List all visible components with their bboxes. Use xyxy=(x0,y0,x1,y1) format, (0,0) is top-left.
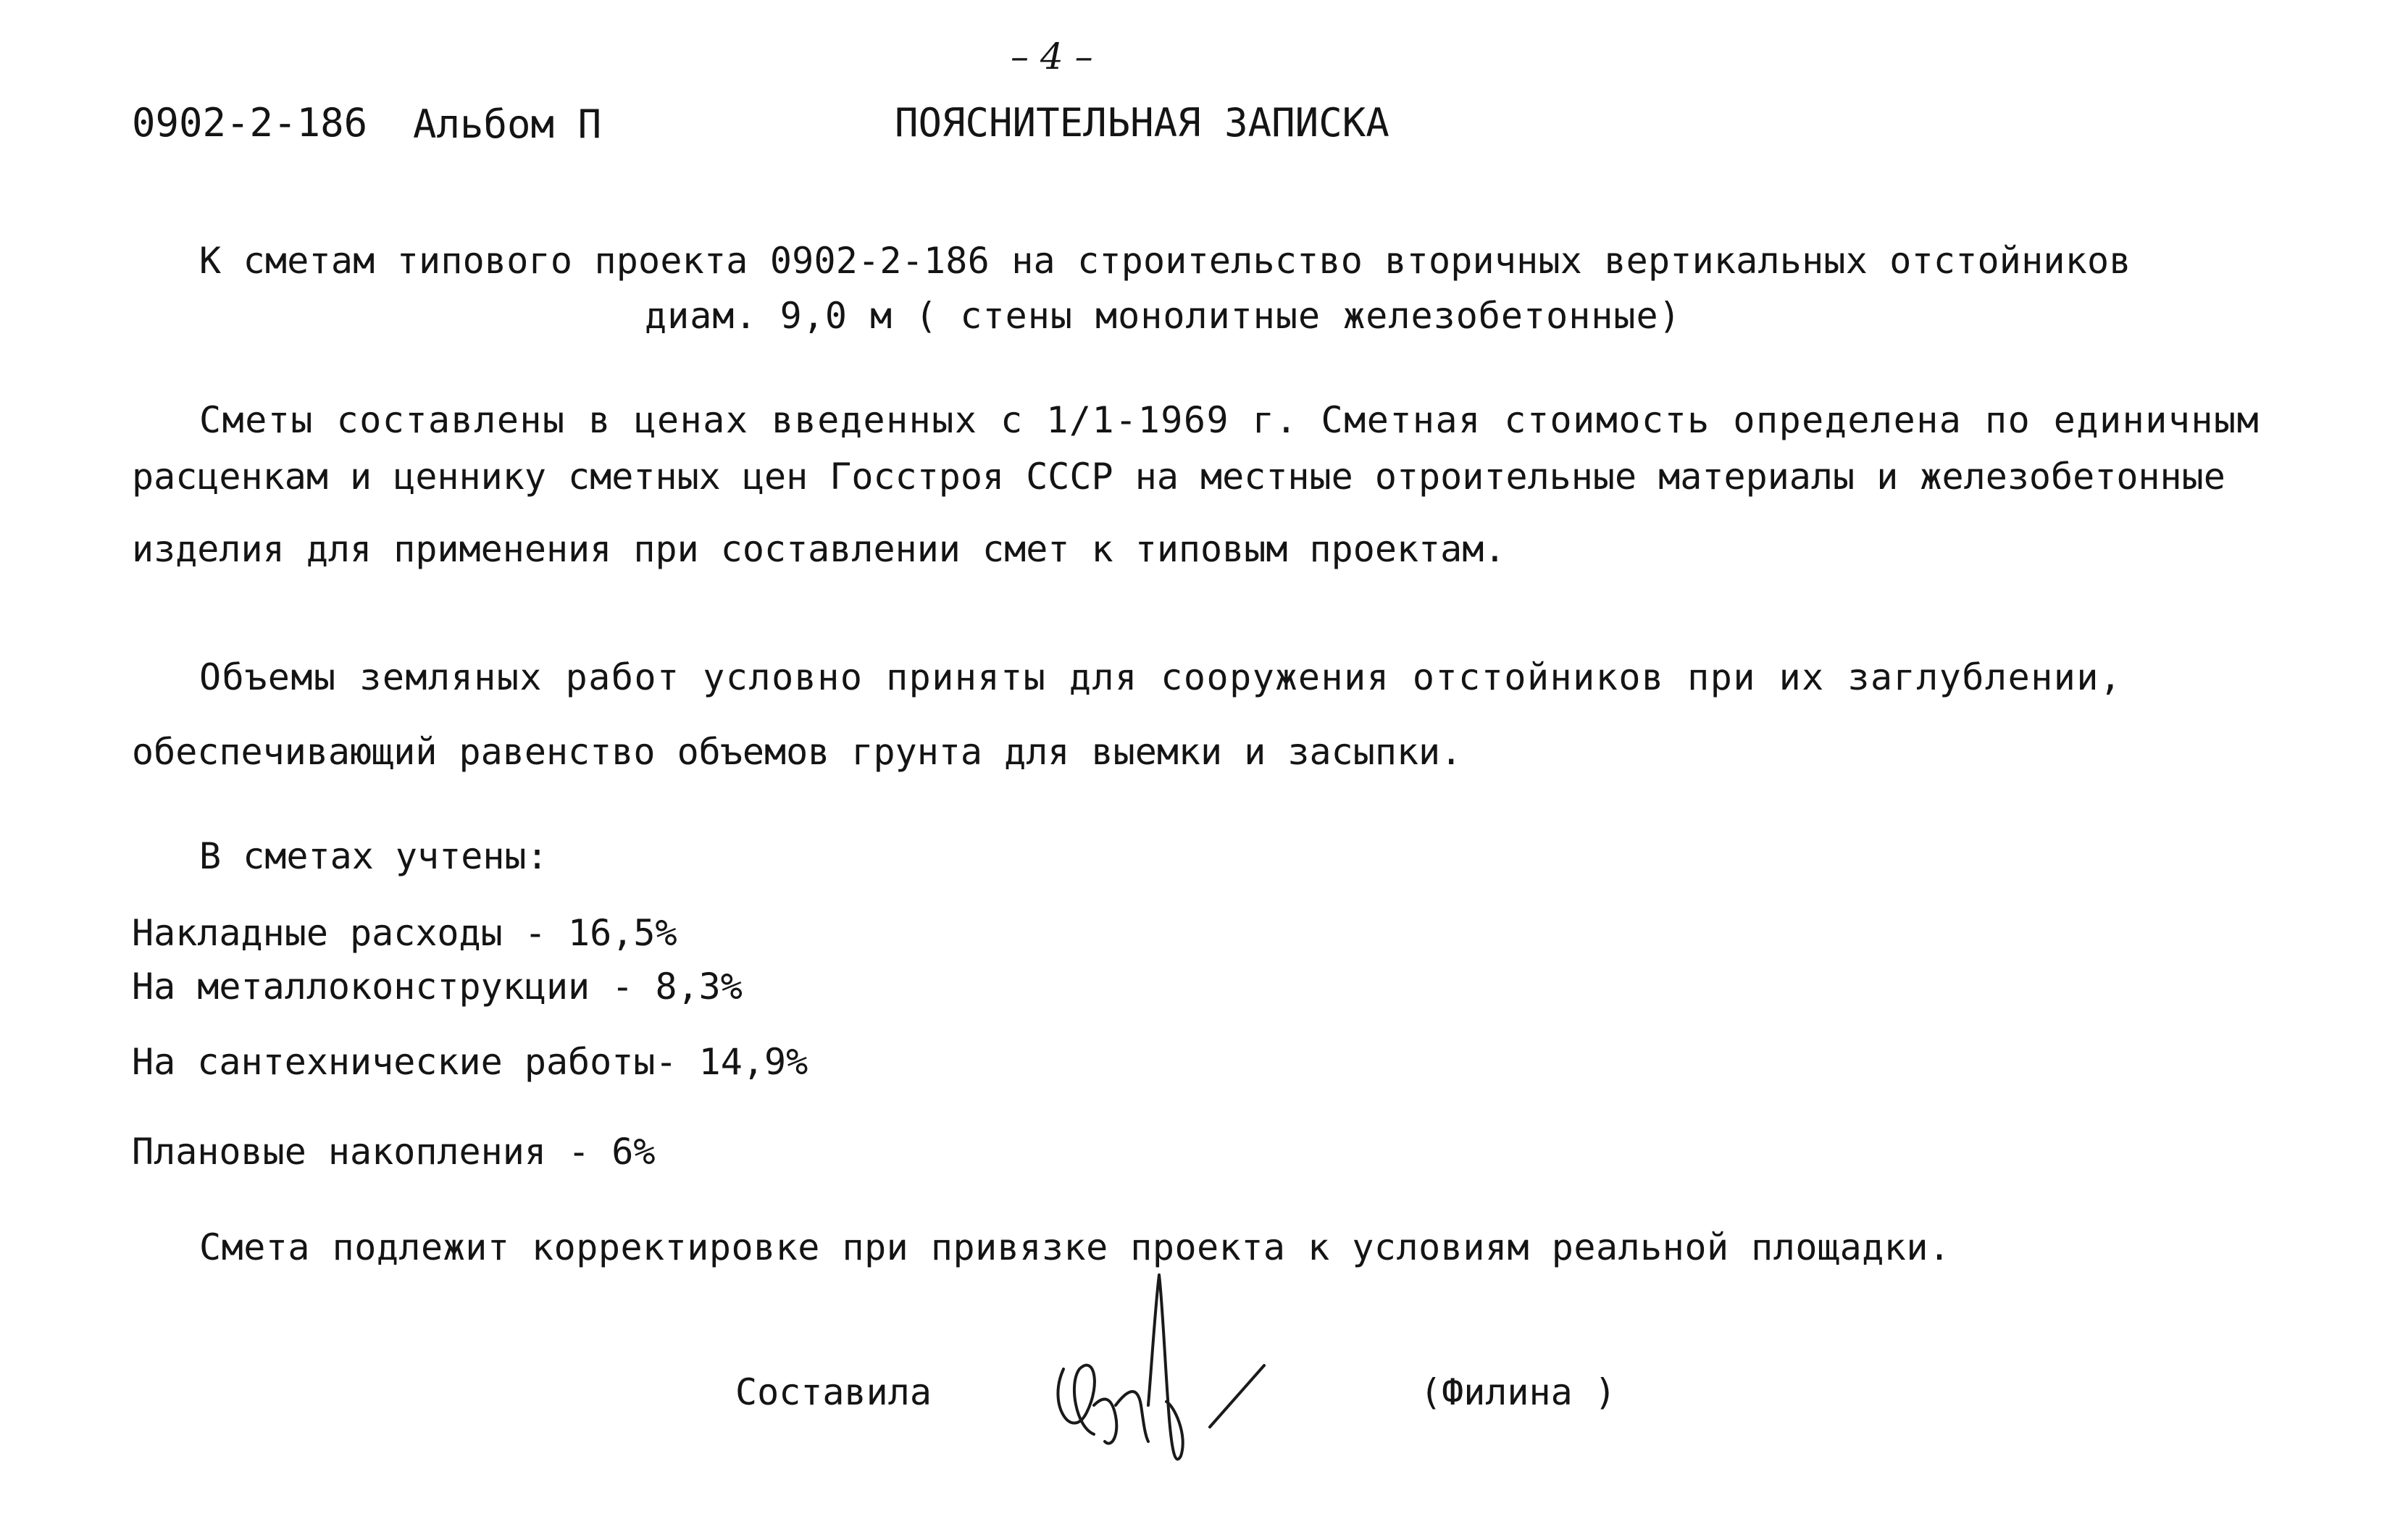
signature-label: Составила xyxy=(735,1371,932,1413)
closing-note: Смета подлежит корректировке при привязке проекта к условиям реальной площадки. xyxy=(199,1226,1951,1268)
page-number: – 4 – xyxy=(1011,35,1093,78)
signer-name: (Филина ) xyxy=(1420,1371,1616,1413)
included-item-plumbing: На сантехнические работы- 14,9% xyxy=(132,1041,808,1083)
page-title: ПОЯСНИТЕЛЬНАЯ ЗАПИСКА xyxy=(895,100,1389,146)
included-item-savings: Плановые накопления - 6% xyxy=(132,1131,656,1173)
paragraph-2-line-1: Объемы земляных работ условно приняты для сооружения отстойников при их заглублении, xyxy=(199,656,2123,698)
paragraph-1-line-2: расценкам и ценнику сметных цен Госстроя СССР на местные отроительные материалы и железобетонные xyxy=(132,456,2225,498)
album-label: Альбом П xyxy=(413,101,602,147)
included-item-metal: На металлоконструкции - 8,3% xyxy=(132,966,743,1008)
included-item-overhead: Накладные расходы - 16,5% xyxy=(132,912,677,954)
subtitle-line-2: диам. 9,0 м ( стены монолитные железобетонные) xyxy=(645,295,1681,337)
doc-code: 0902-2-186 xyxy=(132,100,368,146)
paragraph-1-line-1: Сметы составлены в ценах введенных с 1/1-1969 г. Сметная стоимость определена по единичным xyxy=(199,399,2260,441)
handwritten-signature xyxy=(1043,1260,1275,1478)
paragraph-1-line-3: изделия для применения при составлении смет к типовым проектам. xyxy=(132,528,1506,570)
included-heading: В сметах учтены: xyxy=(199,835,548,877)
subtitle-line-1: К сметам типового проекта 0902-2-186 на строительство вторичных вертикальных отстойников xyxy=(199,240,2131,282)
paragraph-2-line-2: обеспечивающий равенство объемов грунта для выемки и засыпки. xyxy=(132,731,1463,773)
